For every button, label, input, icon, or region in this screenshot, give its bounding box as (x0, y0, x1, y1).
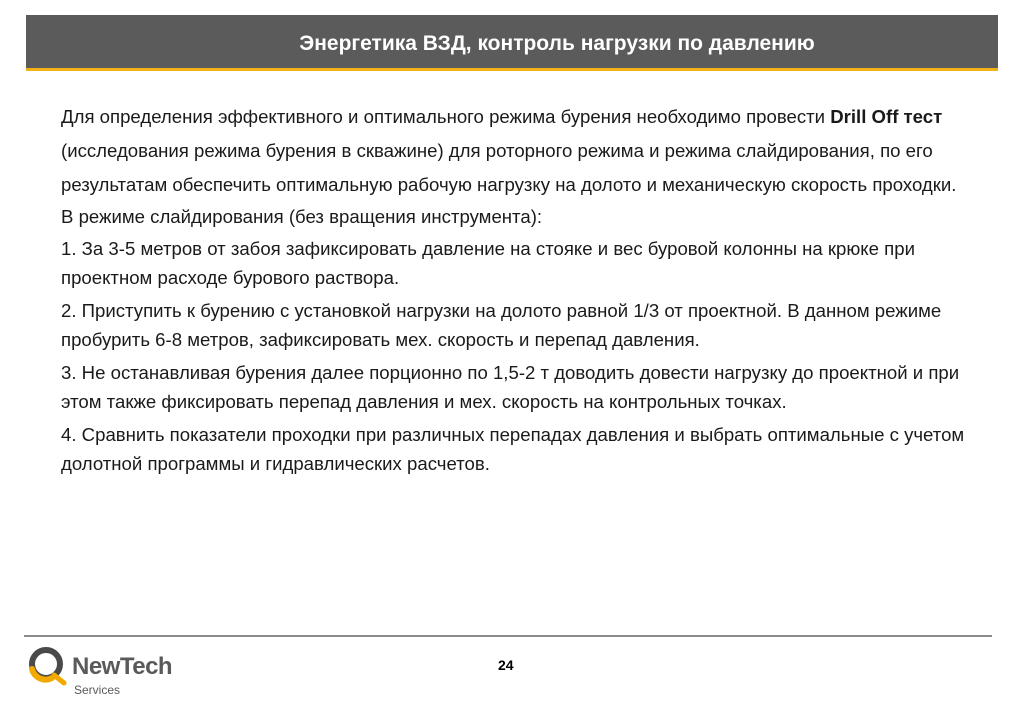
step-3: 3. Не останавливая бурения далее порционно по 1,5-2 т доводить довести нагрузку до проектной и при этом также фиксировать перепад давления и мех. скорость на контрольных точках. (61, 362, 960, 412)
logo-name: NewTech (72, 653, 173, 680)
footer-divider (24, 635, 992, 637)
slide-body (61, 100, 981, 482)
title-bar (26, 15, 998, 71)
intro-bold-term: Drill Off тест (830, 106, 943, 127)
intro-text-after: (исследования режима бурения в скважине) для роторного режима и режима слайдирования, по его результатам обеспечить оптимальную рабочую нагрузку на долото и механическую скорость проходки. (61, 140, 957, 195)
intro-text-before: Для определения эффективного и оптимального режима бурения необходимо провести (61, 106, 831, 127)
slide-title: Энергетика ВЗД, контроль нагрузки по давлению (299, 32, 815, 55)
page-number: 24 (498, 657, 514, 673)
logo-subtitle: Services (74, 683, 121, 697)
newtech-ring-logo-icon (26, 645, 70, 687)
company-logo (26, 645, 196, 700)
lead-paragraph: В режиме слайдирования (без вращения инструмента): (61, 206, 543, 227)
step-4: 4. Сравнить показатели проходки при различных перепадах давления и выбрать оптимальные с учетом долотной программы и гидравлических расчетов. (61, 424, 965, 474)
step-1: 1. За 3-5 метров от забоя зафиксировать давление на стояке и вес буровой колонны на крюке при проектном расходе бурового раствора. (61, 238, 915, 288)
step-2: 2. Приступить к бурению с установкой нагрузки на долото равной 1/3 от проектной. В данном режиме пробурить 6-8 метров, зафиксировать мех. скорость и перепад давления. (61, 300, 942, 350)
intro-paragraph (61, 100, 981, 202)
